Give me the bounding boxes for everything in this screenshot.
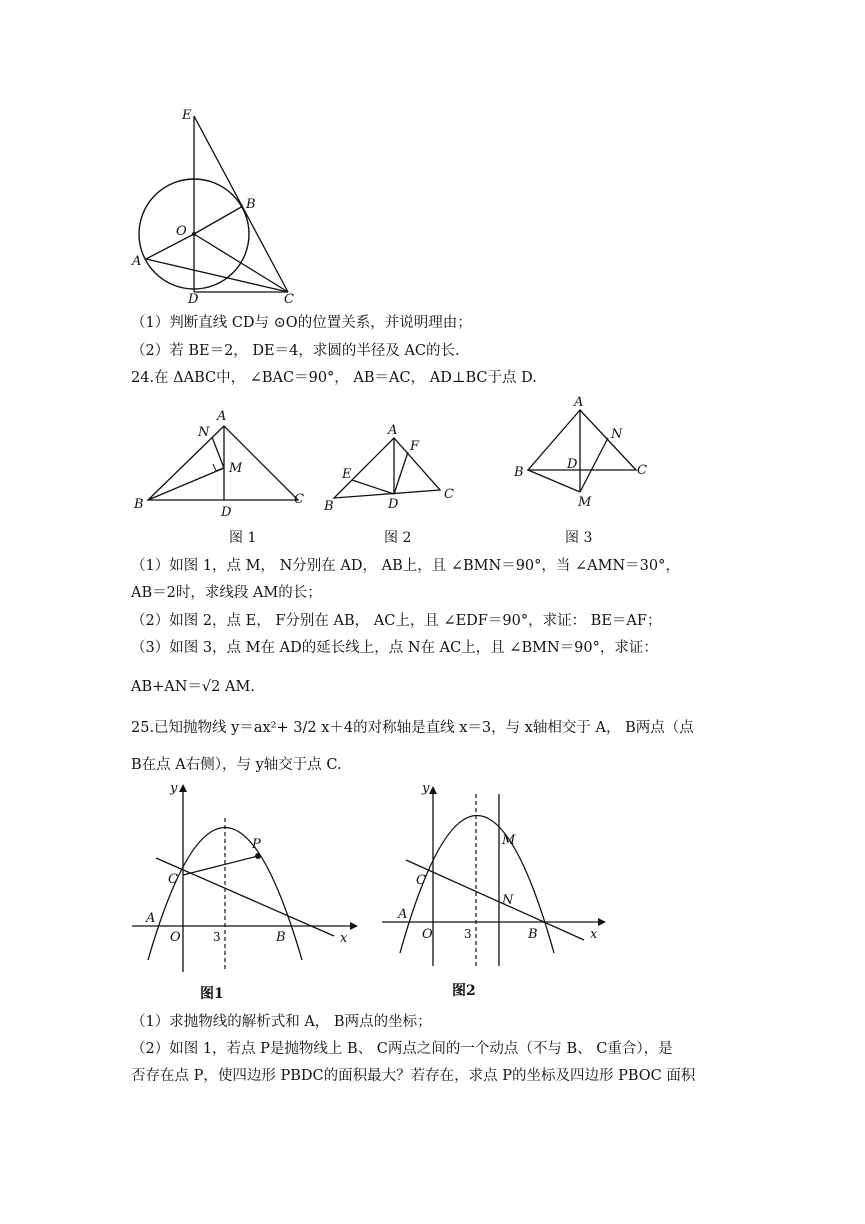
line-cp [183, 856, 258, 875]
label-a: A [574, 395, 584, 410]
label-p: P [252, 837, 261, 852]
q25-fig1-caption: 图1 [200, 986, 224, 1002]
label-x: x [340, 931, 348, 946]
x-arrow [598, 918, 606, 926]
y-arrow [429, 786, 437, 794]
line-fd [394, 452, 408, 494]
label-o: O [422, 927, 433, 942]
label-b: B [324, 499, 334, 514]
line-bm [528, 470, 580, 492]
label-f: F [410, 439, 420, 454]
label-m: M [502, 833, 516, 848]
q25-stem-line2: B在点 A右侧），与 y轴交于点 C. [131, 757, 342, 773]
label-e: E [182, 108, 192, 123]
q24-fig3-caption: 图 3 [565, 530, 593, 546]
line-ac [146, 259, 288, 292]
q24-fig2-geometry [322, 418, 462, 518]
label-o: O [176, 224, 187, 239]
q24-fig2-caption: 图 2 [384, 530, 412, 546]
label-b: B [276, 930, 286, 945]
q24-part3-line2: AB+AN＝√2 AM. [131, 679, 255, 695]
label-c: C [294, 492, 304, 507]
q24-part1-line1: （1）如图 1，点 M， N分别在 AD， AB上，且 ∠BMN＝90°，当 ∠AMN＝30°， [131, 558, 680, 574]
label-b: B [514, 465, 524, 480]
label-c: C [284, 292, 294, 307]
label-a: A [398, 907, 408, 922]
label-e: E [342, 467, 352, 482]
q25-part1: （1）求抛物线的解析式和 A， B两点的坐标； [131, 1014, 432, 1030]
point-p [255, 853, 261, 859]
label-b: B [134, 497, 144, 512]
center-dot [192, 232, 196, 236]
q25-fig2-graph [378, 778, 610, 978]
label-n: N [611, 427, 623, 442]
q24-part2: （2）如图 2，点 E， F分别在 AB， AC上，且 ∠EDF＝90°，求证： BE＝AF； [131, 613, 662, 629]
label-m: M [229, 461, 243, 476]
q23-geometry [128, 104, 308, 307]
x-arrow [350, 922, 358, 930]
q23-part1: （1）判断直线 CD与 ⊙O的位置关系，并说明理由； [131, 315, 472, 331]
q23-part2: （2）若 BE＝2， DE＝4，求圆的半径及 AC的长. [131, 343, 460, 359]
label-3: 3 [464, 927, 472, 941]
label-d: D [221, 505, 232, 520]
triangle-abc [148, 426, 298, 500]
q24-fig1-geometry [130, 408, 310, 518]
label-n: N [502, 893, 514, 908]
label-m: M [578, 495, 592, 510]
label-c: C [168, 872, 178, 887]
label-d: D [188, 292, 199, 307]
q24-stem: 24.在 ΔABC中， ∠BAC＝90°， AB＝AC， AD⊥BC于点 D. [131, 370, 537, 386]
line-nm [580, 438, 608, 492]
label-b: B [246, 197, 256, 212]
line-ec [194, 116, 288, 292]
label-n: N [198, 425, 210, 440]
q24-figure-1 [130, 408, 310, 518]
q25-fig2-caption: 图2 [452, 983, 476, 999]
right-angle-mark [213, 464, 223, 471]
line-ob [194, 206, 243, 234]
label-b: B [528, 927, 538, 942]
label-y: y [170, 781, 178, 796]
line-ed [352, 480, 394, 494]
label-3: 3 [213, 930, 221, 944]
q25-stem-line1: 25.已知抛物线 y＝ax²+ 3/2 x＋4的对称轴是直线 x＝3，与 x轴相交于 A， B两点（点 [131, 720, 694, 736]
label-c: C [416, 873, 426, 888]
label-x: x [590, 927, 598, 942]
label-a: A [388, 423, 398, 438]
y-arrow [179, 784, 187, 792]
label-c: C [637, 463, 647, 478]
label-y: y [422, 781, 430, 796]
line-ao [146, 234, 194, 259]
q24-fig1-caption: 图 1 [229, 530, 257, 546]
q25-part2-line1: （2）如图 1，若点 P是抛物线上 B、 C两点之间的一个动点（不与 B、 C重合），是 [131, 1041, 673, 1057]
q24-figure-2 [322, 418, 462, 518]
label-a: A [146, 911, 156, 926]
q24-figure-3 [508, 392, 658, 512]
q25-figure-1 [128, 780, 358, 980]
label-a: A [132, 254, 142, 269]
line-bm [148, 468, 224, 500]
q24-part3-line1: （3）如图 3，点 M在 AD的延长线上，点 N在 AC上，且 ∠BMN＝90°，求证： [131, 640, 658, 656]
label-o: O [170, 930, 181, 945]
label-d: D [567, 457, 578, 472]
line-oc [194, 234, 288, 292]
line-nm [212, 437, 224, 468]
q24-part1-line2: AB＝2时，求线段 AM的长； [131, 585, 322, 601]
label-c: C [444, 487, 454, 502]
label-a: A [217, 409, 227, 424]
q25-fig1-graph [128, 780, 358, 980]
q23-figure [128, 104, 308, 307]
q25-figure-2 [378, 778, 610, 978]
q24-fig3-geometry [508, 392, 658, 512]
q25-part2-line2: 否存在点 P，使四边形 PBDC的面积最大？若存在，求点 P的坐标及四边形 PBOC 面积 [131, 1068, 696, 1084]
label-d: D [388, 497, 399, 512]
